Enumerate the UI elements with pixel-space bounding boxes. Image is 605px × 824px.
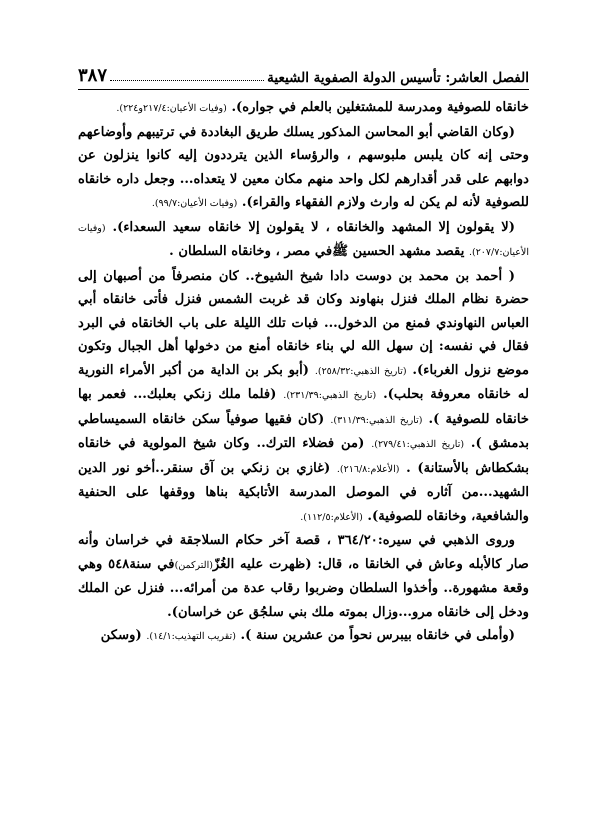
chapter-title: الفصل العاشر: تأسيس الدولة الصفوية الشيعية — [267, 70, 529, 86]
paragraph-tail: يقصد مشهد الحسين ﷺفي مصر ، وخانقاه السلطان . — [169, 244, 465, 259]
paragraph-text: وروى الذهبي في سيره:٣٦٤/٢٠ ، قصة آخر حكام السلاجقة في خراسان وأنه صار كالأبله وعاش في الخانقا ه، قال: (ظهرت عليه الغُزّ — [78, 533, 529, 572]
paragraph-text: (وأملى في خانقاه بيبرس نحواً من عشرين سنة ). — [240, 628, 515, 643]
page-number: ٣٨٧ — [78, 65, 108, 86]
paragraph-text: خانقاه للصوفية ومدرسة للمشتغلين بالعلم في جواره). — [231, 100, 529, 115]
paragraph-4 — [78, 265, 529, 530]
citation: (تاريخ الذهبي:٢٥٨/٣٢). — [314, 365, 407, 377]
paragraph-part: (كان فقيها صوفياً سكن خانقاه السميساطي بدمشق ). — [78, 411, 529, 451]
paragraph-text: ( أحمد بن محمد بن دوست دادا شيخ الشيوخ.. كان منصرفاً من أصبهان إلى حضرة نظام الملك فنزل بنهاوند وكان قد غربت الشمس فنزل فأتى خانقاه أبي العباس النهاوندي فمنع من الدخول... فبات تلك الليلة على باب الخانقاه في البرد فقال في نفسه: إن سهل الله لي بناء خانقاه أمنع من دخولها أهل الجبال وتكون موضع نزول الغرباء). — [78, 268, 530, 378]
paragraph-3 — [78, 216, 529, 265]
paragraph-part: (فلما ملك زنكي بعلبك... فعمر بها خانقاه للصوفية ). — [78, 387, 530, 427]
paragraph-1 — [78, 96, 529, 121]
page-header — [78, 64, 529, 86]
page-body — [78, 96, 529, 649]
paragraph-5 — [78, 529, 529, 624]
paragraph-part: (من فضلاء الترك.. وكان شيخ المولوية في خانقاه بشكطاش بالأستانة) . — [78, 436, 529, 476]
paragraph-part: (غازي بن زنكي بن آق سنقر..أخو نور الدين الشهيد...من آثاره في الموصل المدرسة الأتابكية بناها ووقفها على الحنفية والشافعية، وخانقاه للصوفية). — [78, 460, 529, 524]
citation: (وفيات الأعيان:٩٩/٧). — [151, 198, 238, 209]
paragraph-tail: في سنة٥٤٨ وهي وقعة مشهورة.. وأخذوا السلطان وضربوا رقاب عدة من أمرائه... فنزل عن الملك ودخل إلى خانقاه مرو...وزال بموته ملك بني سلجُق عن خراسان). — [78, 556, 529, 620]
citation: (وفيات الأعيان:٢٠٧/٧). — [78, 222, 529, 258]
citation: (الأعلام:٢١٦/٨). — [336, 463, 400, 475]
paragraph-text: (لا يقولون إلا المشهد والخانقاه ، لا يقولون إلا خانقاه سعيد السعداء). — [112, 219, 515, 235]
citation: (تاريخ الذهبي:٣١١/٣٩). — [330, 414, 423, 426]
citation: (التركمن) — [174, 559, 213, 571]
citation: (تاريخ الذهبي:٢٣١/٣٩). — [283, 390, 377, 401]
paragraph-text: (وكان القاضي أبو المحاسن المذكور يسلك طريق البغاددة في ترتيبهم وأوضاعهم وحتى إنه كان يلبس ملبوسهم ، والرؤساء الذين يترددون إليه كانوا ينزلون عن دوابهم على قدر أقدارهم لكل واحد منهم مكان معين لا يتعداه... وجعل داره خانقاه للصوفية لأنه لم يكن له وارث ولازم الفقهاء والقراء). — [78, 124, 529, 210]
citation: (تاريخ الذهبي:٢٧٩/٤١). — [371, 439, 465, 450]
paragraph-tail: (وسكن — [100, 628, 142, 643]
citation: (تقريب التهذيب:١٤/١). — [146, 631, 236, 642]
paragraph-6 — [78, 624, 529, 649]
citation: (وفيات الأعيان:٢١٧/٤و٢٢٤). — [116, 103, 227, 114]
citation: (الأعلام:١١٢/٥). — [300, 511, 363, 523]
header-dot-leader — [110, 80, 264, 81]
paragraph-2 — [78, 121, 529, 216]
header-rule — [78, 89, 529, 90]
paragraph-part: (أبو بكر بن الداية من أكبر الأمراء النورية له خانقاه معروفة بحلب). — [78, 362, 530, 402]
